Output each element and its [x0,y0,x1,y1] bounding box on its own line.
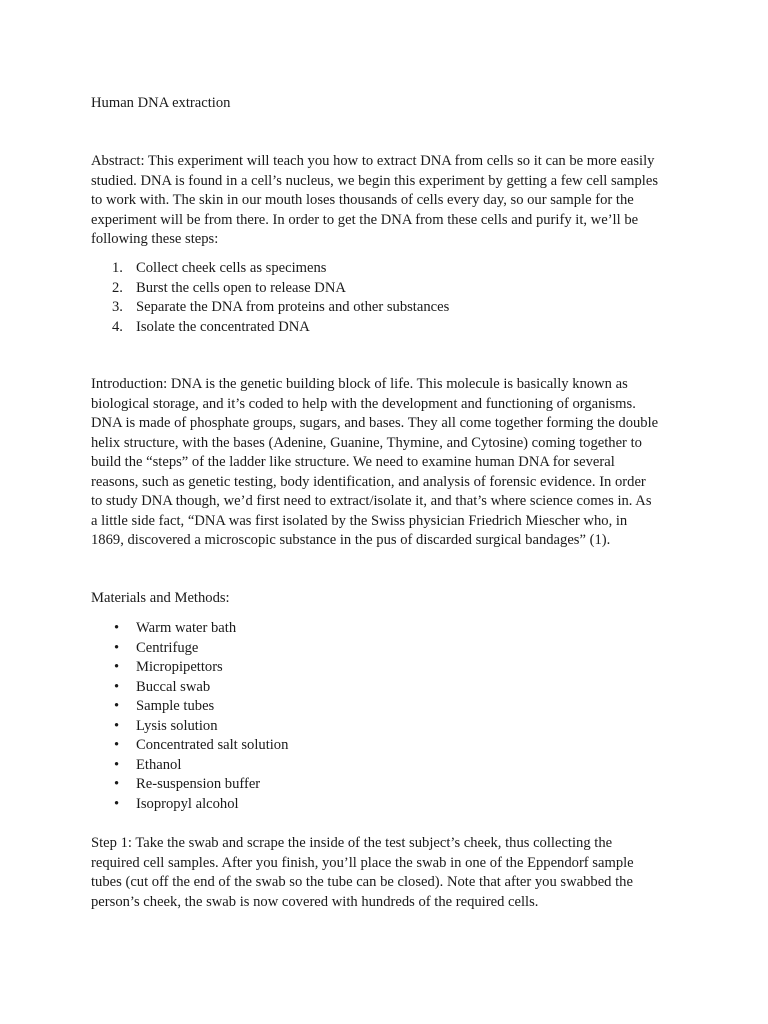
list-item [0,658,768,678]
list-number: 4. [112,318,123,335]
introduction-line: reasons, such as genetic testing, body identification, and analysis of forensic evidence. In order [91,473,646,490]
document-title: Human DNA extraction [91,95,231,111]
list-item [0,259,768,279]
material-text: Centrifuge [136,639,199,656]
list-item [0,619,768,639]
material-text: Re-suspension buffer [136,776,261,792]
bullet: • [114,639,120,656]
material-text: Concentrated salt solution [136,737,289,753]
material-text: Lysis solution [136,717,218,734]
introduction-line: 1869, discovered a microscopic substance in the pus of discarded surgical bandages” (1). [91,532,611,548]
step1-line: tubes (cut off the end of the swab so the tube can be closed). Note that after you swabbed the [91,874,633,890]
abstract-line: studied. DNA is found in a cell’s nucleus, we begin this experiment by getting a few cell samples [91,172,659,189]
bullet: • [114,698,120,714]
list-number: 3. [112,299,123,315]
material-text: Warm water bath [136,620,237,636]
abstract-line: Abstract: This experiment will teach you how to extract DNA from cells so it can be more easily [91,153,655,169]
list-item [0,795,768,815]
materials-list [0,619,768,814]
list-item [0,678,768,698]
step1-line: required cell samples. After you finish, you’ll place the swab in one of the Eppendorf sample [91,854,634,871]
introduction-paragraph [91,375,691,551]
introduction-line: helix structure, with the bases (Adenine, Guanine, Thymine, and Cytosine) coming together to [91,434,642,451]
step-text: Isolate the concentrated DNA [136,318,310,335]
bullet: • [114,717,120,734]
list-item [0,639,768,659]
bullet: • [114,795,120,812]
list-item [0,279,768,299]
list-item [0,756,768,776]
bullet: • [114,678,120,695]
list-item [0,736,768,756]
introduction-line: biological storage, and it’s coded to help with the development and functioning of organisms. [91,395,636,412]
list-item [0,318,768,338]
introduction-line: Introduction: DNA is the genetic building block of life. This molecule is basically known as [91,376,628,392]
step-text: Separate the DNA from proteins and other substances [136,299,450,315]
bullet: • [114,659,120,675]
introduction-line: build the “steps” of the ladder like structure. We need to examine human DNA for several [91,454,615,470]
material-text: Micropipettors [136,659,223,675]
abstract-line: to work with. The skin in our mouth loses thousands of cells every day, so our sample for the [91,192,634,208]
step1-paragraph [91,834,691,912]
steps-list [0,259,768,337]
step1-line: person’s cheek, the swab is now covered with hundreds of the required cells. [91,893,539,910]
step-text: Collect cheek cells as specimens [136,260,327,276]
bullet: • [114,776,120,792]
list-number: 1. [112,260,123,276]
introduction-line: to study DNA though, we’d first need to extract/isolate it, and that’s where science comes in. As [91,493,652,509]
material-text: Ethanol [136,756,182,773]
material-text: Sample tubes [136,698,215,714]
bullet: • [114,620,120,636]
list-number: 2. [112,279,123,296]
introduction-line: a little side fact, “DNA was first isolated by the Swiss physician Friedrich Miescher who, in [91,512,628,529]
list-item [0,298,768,318]
list-item [0,775,768,795]
abstract-paragraph [91,152,691,250]
step1-line: Step 1: Take the swab and scrape the inside of the test subject’s cheek, thus collecting the [91,835,613,851]
bullet: • [114,737,120,753]
introduction-line: DNA is made of phosphate groups, sugars, and bases. They all come together forming the double [91,415,659,431]
material-text: Buccal swab [136,678,211,695]
material-text: Isopropyl alcohol [136,795,239,812]
abstract-line: following these steps: [91,231,219,247]
abstract-line: experiment will be from there. In order to get the DNA from these cells and purify it, we’ll be [91,211,639,228]
step-text: Burst the cells open to release DNA [136,279,346,296]
materials-heading: Materials and Methods: [91,590,230,606]
bullet: • [114,756,120,773]
list-item [0,717,768,737]
list-item [0,697,768,717]
